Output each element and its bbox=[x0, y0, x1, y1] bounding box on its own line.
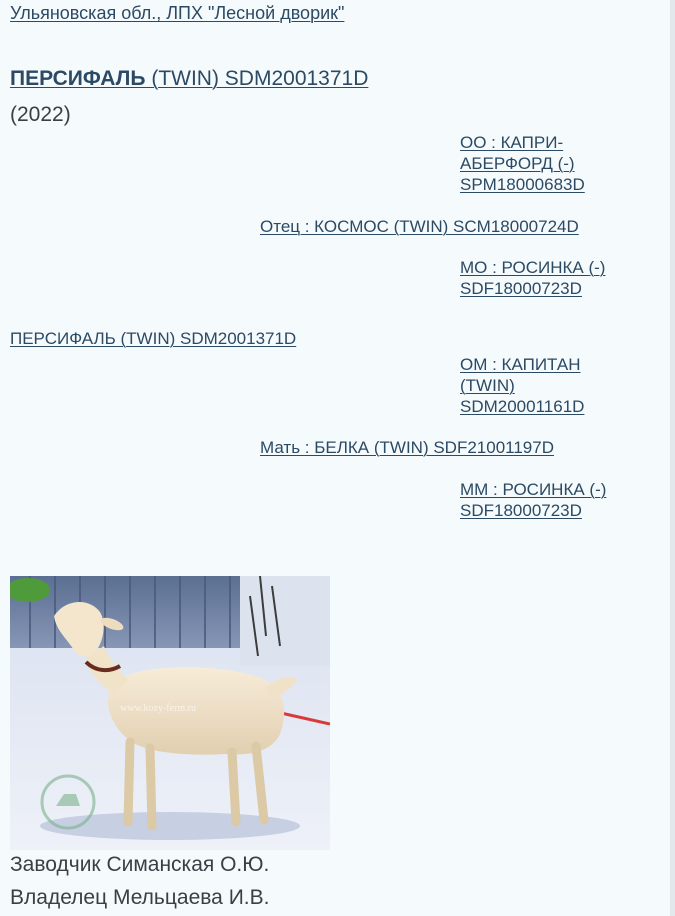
birth-year: (2022) bbox=[10, 103, 71, 126]
photo-watermark: www.kozy-ferm.ru bbox=[120, 703, 196, 714]
goat-photo-drawing bbox=[10, 576, 330, 850]
pedigree-father-father-link[interactable]: ОО : КАПРИ-АБЕРФОРД (-) SPM18000683D bbox=[460, 133, 585, 194]
page-edge bbox=[670, 0, 675, 916]
pedigree-self-link[interactable]: ПЕРСИФАЛЬ (TWIN) SDM2001371D bbox=[10, 329, 297, 348]
region-farm-link[interactable]: Ульяновская обл., ЛПХ "Лесной дворик" bbox=[10, 3, 345, 23]
animal-title bbox=[10, 67, 368, 91]
pedigree-mother-father-link[interactable]: ОМ : КАПИТАН (TWIN) SDM20001161D bbox=[460, 355, 585, 416]
pedigree-father-mother-link[interactable]: МО : РОСИНКА (-) SDF18000723D bbox=[460, 258, 606, 298]
owner-text: Владелец Мельцаева И.В. bbox=[10, 886, 270, 909]
animal-name-rest: (TWIN) SDM2001371D bbox=[145, 67, 369, 90]
pedigree-mother-link[interactable]: Мать : БЕЛКА (TWIN) SDF21001197D bbox=[260, 438, 554, 457]
breeder-text: Заводчик Симанская О.Ю. bbox=[10, 853, 270, 876]
pedigree-mother-mother-link[interactable]: ММ : РОСИНКА (-) SDF18000723D bbox=[460, 480, 607, 520]
pedigree-father-link[interactable]: Отец : КОСМОС (TWIN) SCM18000724D bbox=[260, 217, 579, 236]
animal-name-link[interactable] bbox=[10, 67, 368, 90]
goat-photo[interactable] bbox=[10, 576, 330, 850]
animal-name-bold: ПЕРСИФАЛЬ bbox=[10, 67, 146, 90]
